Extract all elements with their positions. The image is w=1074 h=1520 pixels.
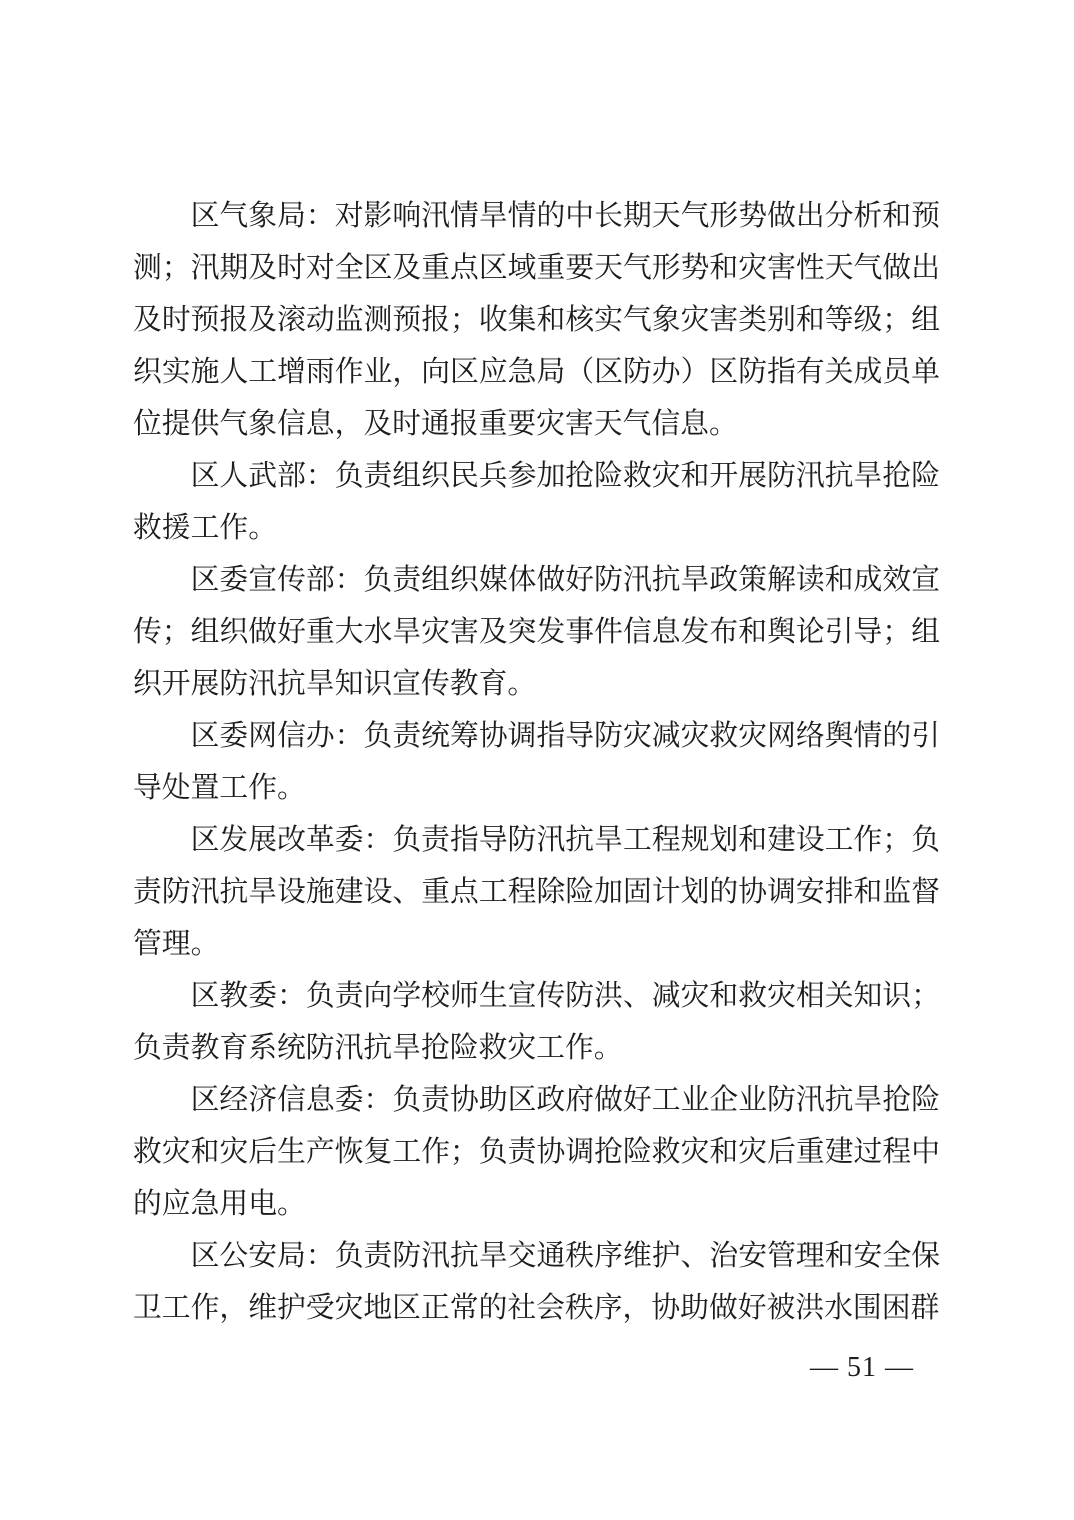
body-paragraph-economy-information-commission: 区经济信息委：负责协助区政府做好工业企业防汛抗旱抢险救灾和灾后生产恢复工作；负责协调抢险救灾和灾后重建过程中的应急用电。 [133, 1084, 940, 1220]
body-paragraph-public-security-bureau: 区公安局：负责防汛抗旱交通秩序维护、治安管理和安全保卫工作，维护受灾地区正常的社会秩序，协助做好被洪水围困群 [133, 1240, 940, 1324]
body-paragraph-propaganda-dept: 区委宣传部：负责组织媒体做好防汛抗旱政策解读和成效宣传；组织做好重大水旱灾害及突发事件信息发布和舆论引导；组织开展防汛抗旱知识宣传教育。 [133, 564, 940, 700]
body-paragraph-development-reform-commission: 区发展改革委：负责指导防汛抗旱工程规划和建设工作；负责防汛抗旱设施建设、重点工程除险加固计划的协调安排和监督管理。 [133, 824, 940, 960]
page-number: — 51 — [810, 1352, 914, 1383]
body-paragraph-cyberspace-office: 区委网信办：负责统筹协调指导防灾减灾救灾网络舆情的引导处置工作。 [133, 720, 940, 804]
body-paragraph-armed-forces-dept: 区人武部：负责组织民兵参加抢险救灾和开展防汛抗旱抢险救援工作。 [133, 460, 940, 544]
text-body [133, 190, 940, 1334]
body-paragraph-meteorology-bureau: 区气象局：对影响汛情旱情的中长期天气形势做出分析和预测；汛期及时对全区及重点区域重要天气形势和灾害性天气做出及时预报及滚动监测预报；收集和核实气象灾害类别和等级；组织实施人工增雨作业，向区应急局（区防办）区防指有关成员单位提供气象信息，及时通报重要灾害天气信息。 [133, 200, 940, 440]
body-paragraph-education-commission: 区教委：负责向学校师生宣传防洪、减灾和救灾相关知识；负责教育系统防汛抗旱抢险救灾工作。 [133, 980, 940, 1064]
